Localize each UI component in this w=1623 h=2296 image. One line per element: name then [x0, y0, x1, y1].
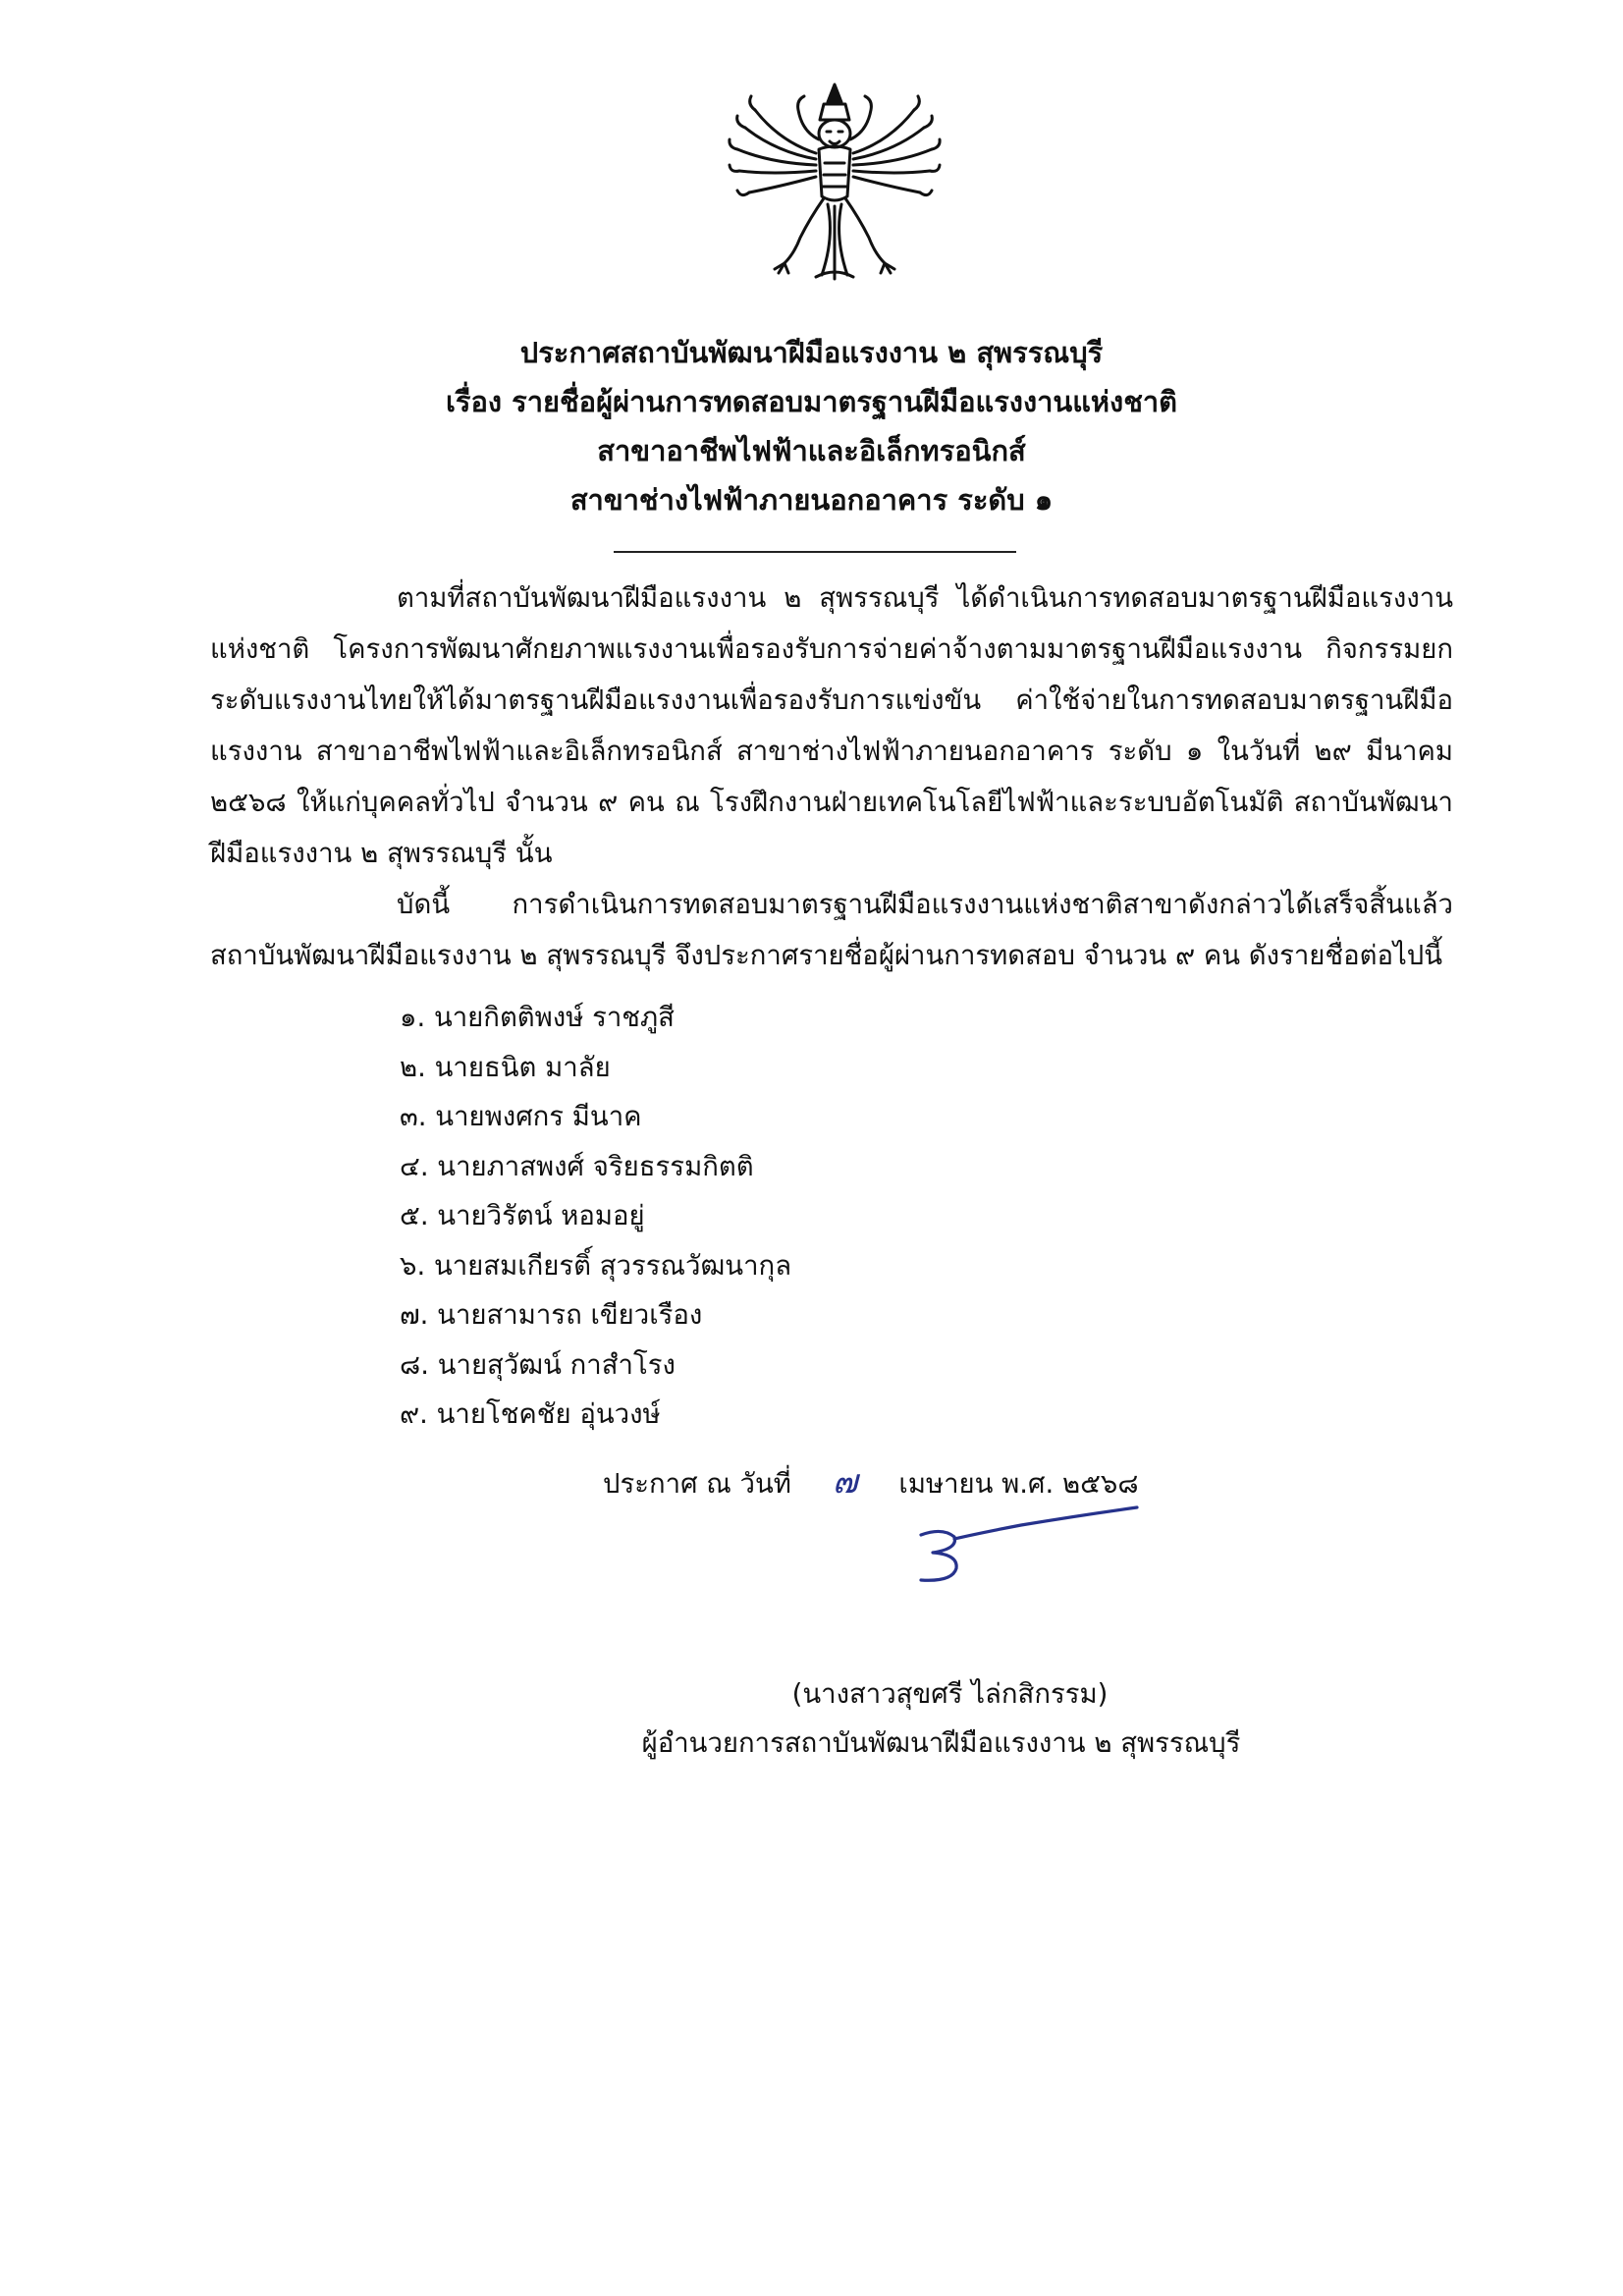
- branch-level: สาขาช่างไฟฟ้าภายนอกอาคาร ระดับ ๑: [569, 483, 1054, 517]
- list-item: ๕. นายวิรัตน์ หอมอยู่: [400, 1200, 645, 1231]
- list-item: ๒. นายธนิต มาลัย: [400, 1051, 611, 1083]
- signer-title: [0, 1719, 1623, 1768]
- signer-name-text: (นางสาวสุขศรี ไล่กสิกรรม): [791, 1678, 1109, 1710]
- garuda-emblem-icon: [726, 81, 944, 287]
- signer-title-text: ผู้อำนวยการสถาบันพัฒนาฝีมือแรงงาน ๒ สุพรรณบุรี: [641, 1727, 1241, 1759]
- body-paragraph-2-text: บัดนี้ การดำเนินการทดสอบมาตรฐานฝีมือแรงงานแห่งชาติสาขาดังกล่าวได้เสร็จสิ้นแล้ว สถาบันพัฒนาฝีมือแรงงาน ๒ สุพรรณบุรี จึงประกาศรายชื่อผู้ผ่านการทดสอบ จำนวน ๙ คน ดังรายชื่อต่อไปนี้: [210, 889, 1453, 971]
- list-item: ๖. นายสมเกียรติ์ สุวรรณวัฒนากุล: [400, 1249, 792, 1282]
- list-item: ๔. นายภาสพงศ์ จริยธรรมกิตติ: [400, 1150, 754, 1182]
- handwritten-day: ๗: [832, 1462, 858, 1502]
- list-item: ๓. นายพงศกร มีนาค: [400, 1101, 642, 1132]
- date-suffix: เมษายน พ.ศ. ๒๕๖๘: [898, 1468, 1139, 1500]
- subject-line: เรื่อง รายชื่อผู้ผ่านการทดสอบมาตรฐานฝีมือแรงงานแห่งชาติ: [445, 385, 1177, 418]
- body-paragraph-1-text: ตามที่สถาบันพัฒนาฝีมือแรงงาน ๒ สุพรรณบุรี ได้ดำเนินการทดสอบมาตรฐานฝีมือแรงงานแห่งชาติ โครงการพัฒนาศักยภาพแรงงานเพื่อรองรับการจ่ายค่าจ้างตามมาตรฐานฝีมือแรงงาน กิจกรรมยกระดับแรงงานไทยให้ได้มาตรฐานฝีมือแรงงานเพื่อรองรับการแข่งขัน ค่าใช้จ่ายในการทดสอบมาตรฐานฝีมือแรงงาน สาขาอาชีพไฟฟ้าและอิเล็กทรอนิกส์ สาขาช่างไฟฟ้าภายนอกอาคาร ระดับ ๑ ในวันที่ ๒๙ มีนาคม ๒๕๖๘ ให้แก่บุคคลทั่วไป จำนวน ๙ คน ณ โรงฝึกงานฝ่ายเทคโนโลยีไฟฟ้าและระบบอัตโนมัติ สถาบันพัฒนาฝีมือแรงงาน ๒ สุพรรณบุรี นั้น: [210, 582, 1453, 869]
- date-prefix: ประกาศ ณ วันที่: [603, 1468, 791, 1500]
- signer-name: [0, 1669, 1623, 1719]
- list-item: ๗. นายสามารถ เขียวเรือง: [400, 1299, 703, 1331]
- body-paragraph-1: [210, 573, 1453, 879]
- announcement-heading: ประกาศสถาบันพัฒนาฝีมือแรงงาน ๒ สุพรรณบุรี: [519, 336, 1104, 369]
- list-item: ๑. นายกิตติพงษ์ ราชภูสี: [400, 1002, 675, 1033]
- heading-divider: [614, 551, 1016, 553]
- passed-candidates-list: [400, 993, 791, 1440]
- list-item: ๙. นายโชคชัย อุ่นวงษ์: [400, 1398, 661, 1430]
- list-item: ๘. นายสุวัฒน์ กาสำโรง: [400, 1348, 676, 1381]
- occupation-field: สาขาอาชีพไฟฟ้าและอิเล็กทรอนิกส์: [597, 434, 1026, 467]
- handwritten-signature: [903, 1498, 1149, 1596]
- body-paragraph-2: [210, 879, 1453, 981]
